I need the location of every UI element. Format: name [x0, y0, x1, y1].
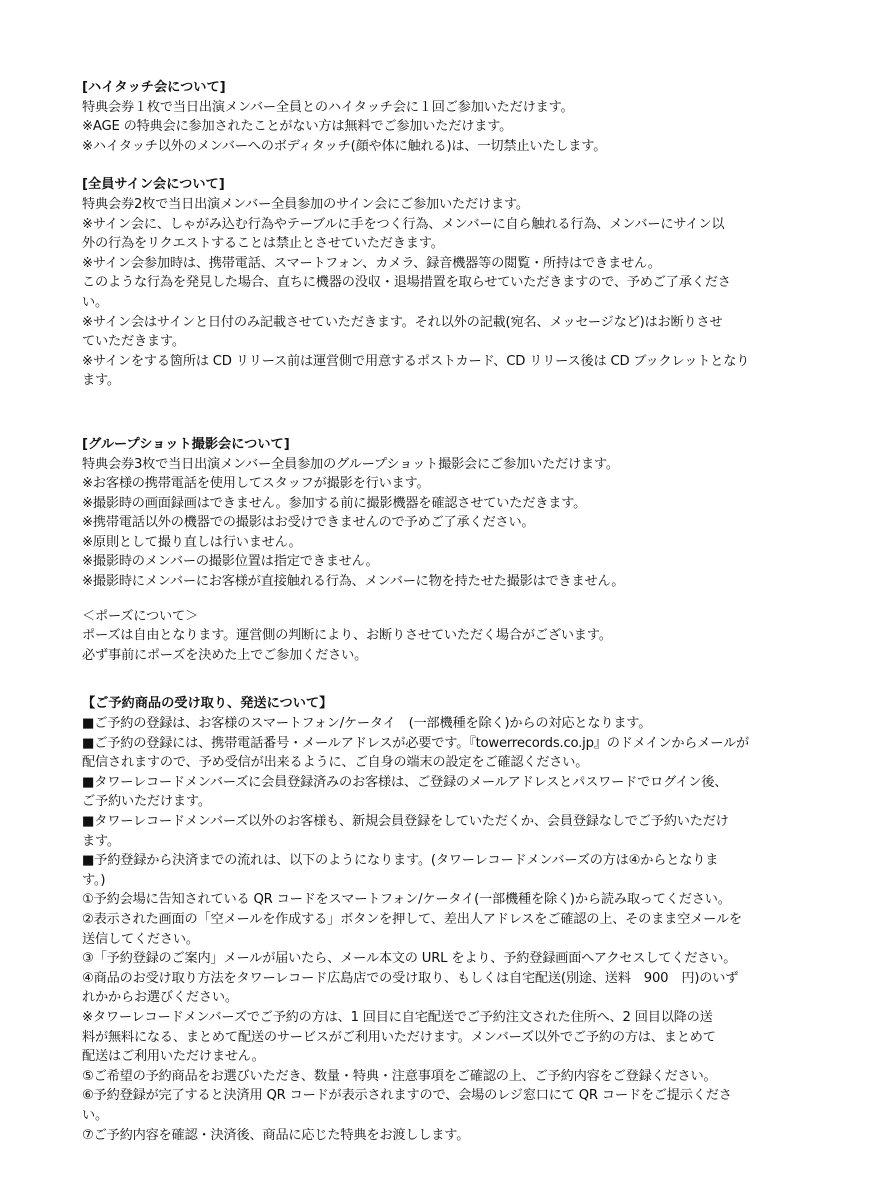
reservation-line: ます。 [82, 833, 120, 849]
reservation-line: ■ご予約の登録は、お客様のスマートフォン/ケータイ (一部機種を除く)からの対応となります。 [82, 716, 652, 732]
high-touch-line: ※AGE の特典会に参加されたことがない方は無料でご参加いただけます。 [82, 119, 513, 135]
group-shot-line: ※お客様の携帯電話を使用してスタッフが撮影を行います。 [82, 476, 430, 492]
pose-heading: ＜ポーズについて＞ [82, 608, 198, 624]
high-touch-line: ※ハイタッチ以外のメンバーへのボディタッチ(顔や体に触れる)は、一切禁止いたします。 [82, 138, 607, 154]
sign-line: ※サイン会はサインと日付のみ記載させていただきます。それ以外の記載(宛名、メッセージなど)はお断りさせ [82, 314, 723, 330]
pose-section [82, 607, 782, 666]
sign-line: い。 [82, 294, 108, 310]
reservation-section [82, 694, 782, 1145]
reservation-line: れかからお選びください。 [82, 990, 238, 1006]
sign-heading: [全員サイン会について] [82, 177, 225, 193]
reservation-line: ⑤ご希望の予約商品をお選びいただき、数量・特典・注意事項をご確認の上、ご予約内容をご登録ください。 [82, 1068, 717, 1084]
reservation-line: い。 [82, 1107, 108, 1123]
high-touch-section [82, 78, 782, 156]
group-shot-line: ※撮影時にメンバーにお客様が直接触れる行為、メンバーに物を持たせた撮影はできません。 [82, 574, 625, 590]
reservation-line: ■予約登録から決済までの流れは、以下のようになります。(タワーレコードメンバーズの方は④からとなりま [82, 853, 719, 869]
group-shot-line: ※撮影時のメンバーの撮影位置は指定できません。 [82, 554, 379, 570]
high-touch-heading: [ハイタッチ会について] [82, 80, 226, 95]
pose-line: ポーズは自由となります。運営側の判断により、お断りさせていただく場合がございます。 [82, 628, 612, 644]
reservation-line: ※タワーレコードメンバーズでご予約の方は、1 回目に自宅配送でご予約注文された住所へ、2 回目以降の送 [82, 1009, 713, 1025]
group-shot-line: ※撮影時の画面録画はできません。参加する前に撮影機器を確認させていただきます。 [82, 495, 587, 511]
sign-line: ※サイン会に、しゃがみ込む行為やテーブルに手をつく行為、メンバーに自ら触れる行為、メンバーにサイン以 [82, 216, 725, 232]
group-shot-line: 特典会券3枚で当日出演メンバー全員参加のグループショット撮影会にご参加いただけます。 [82, 456, 619, 472]
reservation-line: ②表示された画面の「空メールを作成する」ボタンを押して、差出人アドレスをご確認の上、そのまま空メールを [82, 911, 742, 927]
sign-section [82, 175, 782, 391]
sign-line: ※サインをする箇所は CD リリース前は運営側で用意するポストカード、CD リリース後は CD ブックレットとなり [82, 353, 750, 369]
group-shot-section [82, 435, 782, 592]
reservation-line: ■タワーレコードメンバーズ以外のお客様も、新規会員登録をしていただくか、会員登録なしでご予約いただけ [82, 814, 729, 829]
reservation-line: 配信されますので、予め受信が出来るように、ご自身の端末の設定をご確認ください。 [82, 755, 589, 771]
sign-line: 特典会券2枚で当日出演メンバー全員参加のサイン会にご参加いただけます。 [82, 196, 529, 212]
group-shot-line: ※原則として撮り直しは行いません。 [82, 534, 302, 550]
group-shot-heading: [グループショット撮影会について] [82, 436, 290, 452]
sign-line: 外の行為をリクエストすることは禁止とさせていただきます。 [82, 236, 444, 252]
reservation-line: 料が無料になる、まとめて配送のサービスがご利用いただけます。メンバーズ以外でご予約の方は、まとめて [82, 1029, 716, 1045]
reservation-line: 送信してください。 [82, 931, 199, 947]
reservation-line: ご予約いただけます。 [82, 794, 211, 810]
sign-line: ます。 [82, 373, 120, 389]
sign-line: このような行為を発見した場合、直ちに機器の没収・退場措置を取らせていただきますので、予めご了承くださ [82, 275, 731, 291]
pose-line: 必ず事前にポーズを決めた上でご参加ください。 [82, 647, 368, 663]
reservation-line: す。) [82, 872, 106, 888]
document-page [82, 78, 782, 1145]
sign-line: ※サイン会参加時は、携帯電話、スマートフォン、カメラ、録音機器等の閲覧・所持はできません。 [82, 255, 661, 271]
reservation-line: ⑦ご予約内容を確認・決済後、商品に応じた特典をお渡しします。 [82, 1127, 470, 1143]
reservation-line: 配送はご利用いただけません。 [82, 1049, 265, 1065]
reservation-line: ③「予約登録のご案内」メールが届いたら、メール本文の URL をより、予約登録画面へアクセスしてください。 [82, 951, 737, 967]
sign-line: ていただきます。 [82, 334, 185, 350]
reservation-line: ④商品のお受け取り方法をタワーレコード広島店での受け取り、もしくは自宅配送(別途、送料 900 円)のいず [82, 970, 739, 986]
reservation-line: ■ご予約の登録には、携帯電話番号・メールアドレスが必要です。『towerrecords.co.jp』のドメインからメールが [82, 735, 749, 751]
reservation-heading: 【ご予約商品の受け取り、発送について】 [82, 696, 333, 712]
reservation-line: ⑥予約登録が完了すると決済用 QR コードが表示されますので、会場のレジ窓口にて QR コードをご提示くださ [82, 1088, 732, 1104]
group-shot-line: ※携帯電話以外の機器での撮影はお受けできませんので予めご了承ください。 [82, 515, 535, 531]
reservation-line: ■タワーレコードメンバーズに会員登録済みのお客様は、ご登録のメールアドレスとパスワードでログイン後、 [82, 774, 728, 790]
high-touch-line: 特典会券１枚で当日出演メンバー全員とのハイタッチ会に１回ご参加いただけます。 [82, 99, 574, 115]
reservation-line: ①予約会場に告知されている QR コードをスマートフォン/ケータイ(一部機種を除く)から読み取ってください。 [82, 892, 731, 908]
